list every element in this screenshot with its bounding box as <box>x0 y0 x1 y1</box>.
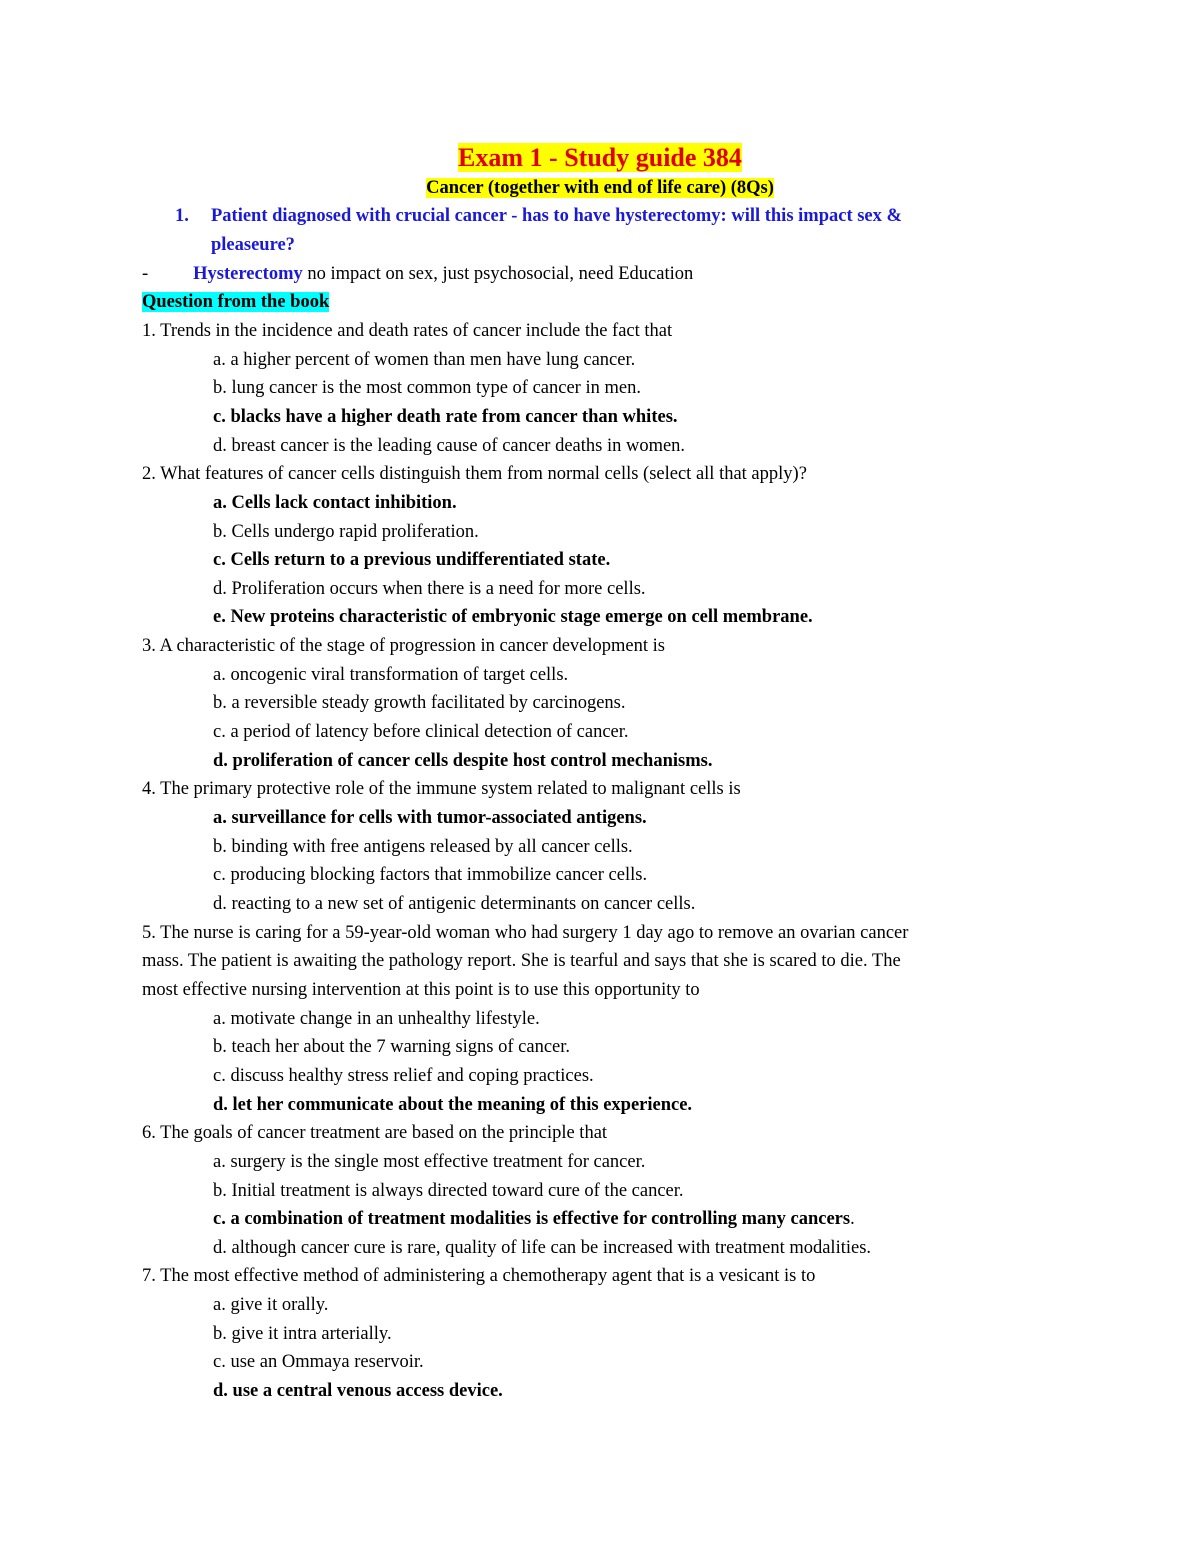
option-text: c. Cells return to a previous undifferentiated state. <box>213 550 611 570</box>
option-text: a. oncogenic viral transformation of target cells. <box>213 665 569 685</box>
answer-option <box>213 1006 540 1032</box>
option-text: d. reacting to a new set of antigenic determinants on cancer cells. <box>213 894 696 914</box>
page-title <box>0 141 1200 175</box>
option-text: d. use a central venous access device. <box>213 1381 503 1401</box>
correct-answer-option <box>213 1206 855 1232</box>
option-text: b. lung cancer is the most common type of cancer in men. <box>213 378 641 398</box>
question-stem: 7. The most effective method of administering a chemotherapy agent that is a vesicant is to <box>142 1266 816 1286</box>
option-text: d. Proliferation occurs when there is a need for more cells. <box>213 579 646 599</box>
intro-number: 1. <box>175 206 189 226</box>
option-text: b. binding with free antigens released by all cancer cells. <box>213 837 633 857</box>
option-text: a. surgery is the single most effective treatment for cancer. <box>213 1152 646 1172</box>
option-text: a. a higher percent of women than men have lung cancer. <box>213 350 636 370</box>
option-text: a. give it orally. <box>213 1295 329 1315</box>
answer-option <box>213 519 479 545</box>
section-subtitle <box>0 175 1200 201</box>
answer-option <box>213 1292 328 1318</box>
correct-answer-option <box>213 404 678 430</box>
answer-option <box>213 433 685 459</box>
question-stem: mass. The patient is awaiting the pathology report. She is tearful and says that she is scared to die. The <box>142 951 901 971</box>
answer-option <box>213 690 626 716</box>
option-text: d. let her communicate about the meaning of this experience. <box>213 1095 693 1115</box>
question-stem: 6. The goals of cancer treatment are based on the principle that <box>142 1123 608 1143</box>
answer-option <box>213 1149 645 1175</box>
question-stem: 1. Trends in the incidence and death rates of cancer include the fact that <box>142 321 673 341</box>
answer-option <box>213 719 629 745</box>
answer-option <box>213 1349 424 1375</box>
correct-answer-option <box>213 1378 503 1404</box>
intro-question-line-2: pleaseure? <box>211 235 295 255</box>
question-stem: 2. What features of cancer cells distinguish them from normal cells (select all that apply)? <box>142 464 807 484</box>
option-text: c. use an Ommaya reservoir. <box>213 1352 424 1372</box>
question-stem: most effective nursing intervention at this point is to use this opportunity to <box>142 980 700 1000</box>
option-text: c. blacks have a higher death rate from cancer than whites. <box>213 407 678 427</box>
option-text: a. Cells lack contact inhibition. <box>213 493 457 513</box>
answer-option <box>213 834 633 860</box>
answer-option <box>213 1034 570 1060</box>
answer-term: Hysterectomy <box>193 264 303 284</box>
intro-answer <box>142 261 693 287</box>
option-text: d. breast cancer is the leading cause of cancer deaths in women. <box>213 436 686 456</box>
option-suffix: . <box>850 1209 855 1229</box>
correct-answer-option <box>213 547 610 573</box>
option-text: b. give it intra arterially. <box>213 1324 392 1344</box>
answer-option <box>213 1178 684 1204</box>
question-stem: 4. The primary protective role of the immune system related to malignant cells is <box>142 779 741 799</box>
correct-answer-option <box>213 490 457 516</box>
intro-question-line-1: Patient diagnosed with crucial cancer - has to have hysterectomy: will this impact sex & <box>211 206 902 226</box>
title-text: Exam 1 - Study guide 384 <box>458 143 742 172</box>
answer-option <box>213 1235 871 1261</box>
subtitle-text: Cancer (together with end of life care) (8Qs) <box>426 178 774 198</box>
answer-option <box>213 347 635 373</box>
option-text: e. New proteins characteristic of embryonic stage emerge on cell membrane. <box>213 607 813 627</box>
answer-option <box>213 662 568 688</box>
question-stem: 5. The nurse is caring for a 59-year-old woman who had surgery 1 day ago to remove an ovarian cancer <box>142 923 909 943</box>
option-text: d. proliferation of cancer cells despite host control mechanisms. <box>213 751 713 771</box>
option-text: b. Initial treatment is always directed toward cure of the cancer. <box>213 1181 684 1201</box>
option-text: d. although cancer cure is rare, quality of life can be increased with treatment modalities. <box>213 1238 872 1258</box>
answer-option <box>213 862 647 888</box>
correct-answer-option <box>213 604 813 630</box>
answer-option <box>213 1321 392 1347</box>
option-text: b. teach her about the 7 warning signs of cancer. <box>213 1037 571 1057</box>
option-text: c. discuss healthy stress relief and coping practices. <box>213 1066 594 1086</box>
option-text: c. producing blocking factors that immobilize cancer cells. <box>213 865 648 885</box>
answer-option <box>213 1063 594 1089</box>
answer-rest: no impact on sex, just psychosocial, need Education <box>302 264 694 284</box>
option-text: b. Cells undergo rapid proliferation. <box>213 522 479 542</box>
correct-answer-option <box>213 1092 692 1118</box>
option-text: b. a reversible steady growth facilitated by carcinogens. <box>213 693 626 713</box>
section-heading-text: Question from the book <box>142 292 330 312</box>
bullet-dash: - <box>142 264 149 284</box>
option-text: c. a combination of treatment modalities is effective for controlling many cancers <box>213 1209 851 1229</box>
answer-option <box>213 576 646 602</box>
option-text: c. a period of latency before clinical detection of cancer. <box>213 722 629 742</box>
option-text: a. surveillance for cells with tumor-associated antigens. <box>213 808 647 828</box>
correct-answer-option <box>213 805 647 831</box>
correct-answer-option <box>213 748 712 774</box>
section-heading <box>142 289 329 315</box>
answer-option <box>213 891 695 917</box>
question-stem: 3. A characteristic of the stage of progression in cancer development is <box>142 636 665 656</box>
answer-option <box>213 375 641 401</box>
option-text: a. motivate change in an unhealthy lifestyle. <box>213 1009 540 1029</box>
